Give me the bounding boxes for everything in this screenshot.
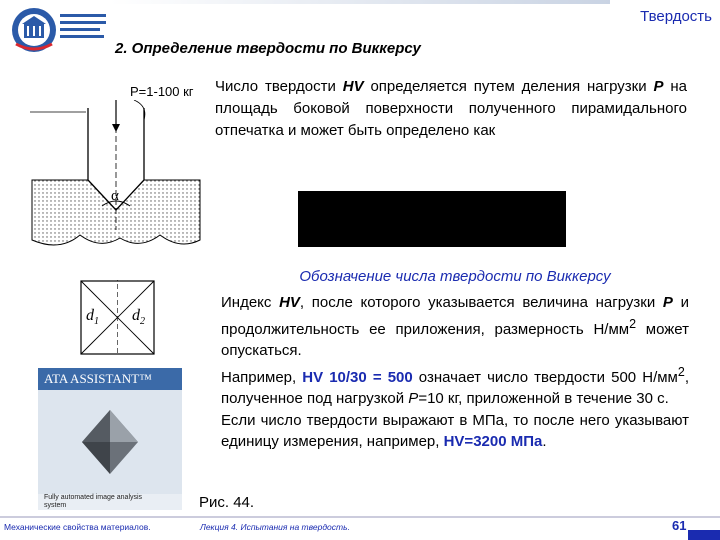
- page-number: 61: [672, 518, 687, 533]
- photo-header: ATA ASSISTANT™: [38, 368, 182, 390]
- header-bar: [110, 0, 610, 4]
- footer-course: Механические свойства материалов.: [4, 522, 151, 532]
- section-title: 2. Определение твердости по Виккерсу: [115, 40, 421, 57]
- imprint-square-diagram: [80, 280, 155, 355]
- indentation-image: [38, 390, 182, 494]
- hv-symbol: HV: [342, 78, 364, 95]
- load-label: P=1-100 кг: [130, 84, 194, 99]
- footer-lecture: Лекция 4. Испытания на твердость.: [200, 522, 350, 532]
- vickers-indenter-diagram: [30, 100, 210, 280]
- designation-heading: Обозначение числа твердости по Виккерсу: [299, 268, 611, 285]
- p-symbol: P: [653, 78, 664, 95]
- diagonal-d1-label: $d_1$: [86, 307, 99, 327]
- figure-label: Рис. 44.: [199, 494, 255, 511]
- footer-accent-bar: [688, 530, 720, 540]
- photo-caption: Fully automated image analysis system: [44, 494, 143, 509]
- footer-divider: [0, 516, 720, 518]
- angle-label: α: [111, 188, 119, 204]
- university-logo: [8, 4, 112, 56]
- diagonal-d2-label: $d_2$: [132, 307, 145, 327]
- definition-paragraph: Число твердости HV определяется путем деления нагрузки P на площадь боковой поверхности полученного пирамидального отпечатка и может быть определено как: [215, 78, 688, 139]
- designation-text: Индекс HV, после которого указывается величина нагрузки P и продолжительность ее приложения, размерность $Н/мм^2$ может опускаться. Например, HV 10/30 = 500 означает число твердости 500 $Н/мм^2$, полученное под нагрузкой P=10 кг, приложенной в течение 30 с. Если число твердости выражают в МПа, то после него указывают единицу измерения, например, HV=3200 МПа.: [221, 294, 690, 450]
- hardness-tester-screenshot: [38, 368, 182, 510]
- formula-box: [298, 191, 566, 247]
- slide-topic: Твердость: [640, 8, 712, 25]
